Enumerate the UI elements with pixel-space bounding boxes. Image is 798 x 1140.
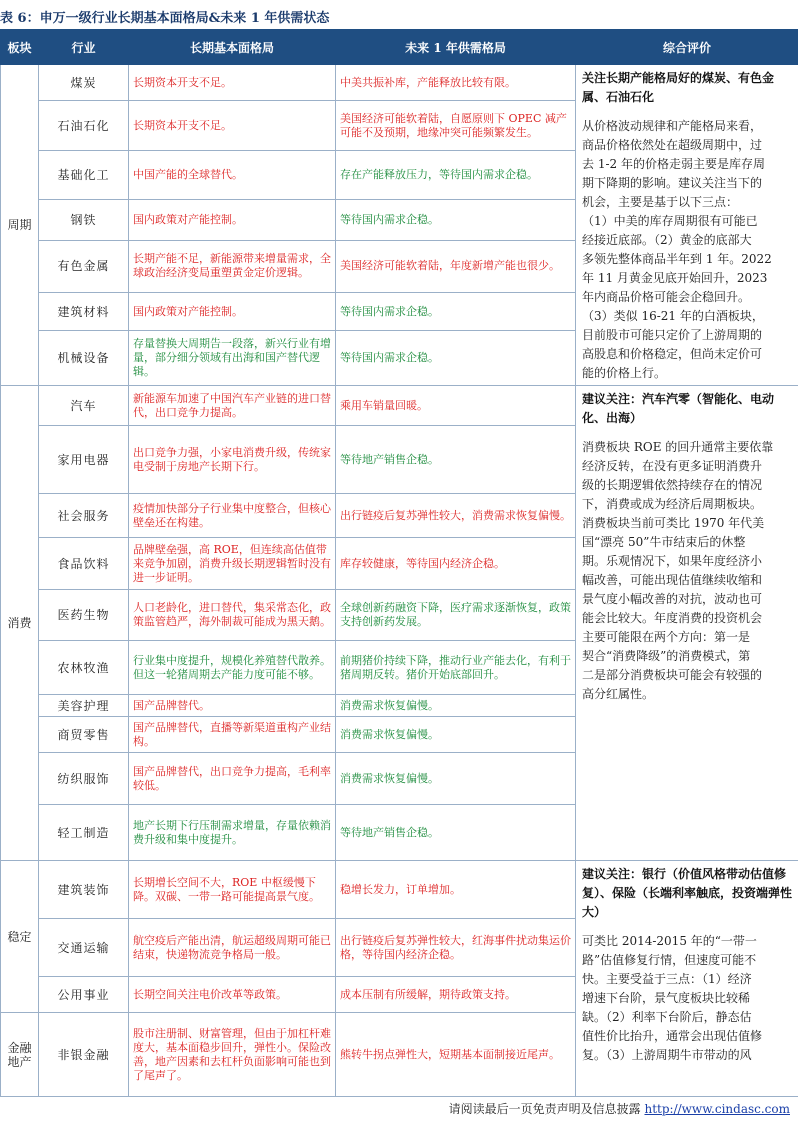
evaluation-heading: 建议关注：银行（价值风格带动估值修复）、保险（长端利率触底，投资端弹性大） [582,867,793,919]
industry-name: 煤炭 [39,65,129,101]
sector-evaluation [576,861,798,1097]
evaluation-line: 去 1-2 年的价格走弱主要是库存周 [582,157,765,171]
table-row [1,65,798,101]
next-year-pattern: 成本压制有所缓解，期待政策支持。 [336,977,576,1013]
evaluation-line: 经济反转，在没有更多证明消费升 [582,459,763,473]
evaluation-line: 能会比较大。年度消费的投资机会 [582,611,763,625]
industry-name: 社会服务 [39,494,129,538]
evaluation-line: 能的价格上行。 [582,366,667,380]
next-year-pattern: 存在产能释放压力，等待国内需求企稳。 [336,150,576,199]
industry-name: 非银金融 [39,1013,129,1097]
evaluation-line: 路”估值修复行情，但速度可能不 [582,953,757,967]
evaluation-line: 缺。（2）利率下台阶后，静态估 [582,1010,752,1024]
table-row [1,861,798,919]
next-year-pattern: 乘用车销量回暖。 [336,386,576,426]
table-header-row [1,30,798,65]
industry-name: 基础化工 [39,150,129,199]
next-year-pattern: 等待国内需求企稳。 [336,293,576,331]
long-term-pattern: 新能源车加速了中国汽车产业链的进口替代，出口竞争力提高。 [129,386,336,426]
evaluation-line: 级的长期逻辑依然持续存在的情况 [582,478,763,492]
long-term-pattern: 中国产能的全球替代。 [129,150,336,199]
evaluation-line: 期。乐观情况下，如果年度经济小 [582,554,763,568]
sector-evaluation [576,386,798,861]
next-year-pattern: 全球创新药融资下降，医疗需求逐渐恢复，政策支持创新药发展。 [336,590,576,641]
long-term-pattern: 国产品牌替代，出口竞争力提高，毛利率较低。 [129,753,336,805]
long-term-pattern: 股市注册制、财富管理，但由于加杠杆难度大，基本面稳步回升，弹性小。保险改善，地产因素和去杠杆负面影响可能也到了尾声了。 [129,1013,336,1097]
sector-name: 消费 [1,386,39,861]
header-industry: 行业 [39,30,129,65]
evaluation-line: 主要可能限在两个方向：第一是 [582,630,751,644]
evaluation-line: 可类比 2014-2015 年的“一带一 [582,934,757,948]
sector-name: 周期 [1,65,39,386]
long-term-pattern: 出口竞争力强，小家电消费升级，传统家电受制于房地产长期下行。 [129,426,336,494]
evaluation-line: 复。（3）上游周期牛市带动的风 [582,1048,752,1062]
evaluation-line: 高分红属性。 [582,687,655,701]
next-year-pattern: 等待国内需求企稳。 [336,200,576,240]
long-term-pattern: 存量替换大周期告一段落，新兴行业有增量，部分细分领域有出海和国产替代逻辑。 [129,331,336,386]
industry-name: 美容护理 [39,695,129,717]
long-term-pattern: 人口老龄化，进口替代，集采常态化，政策监管趋严，海外制裁可能成为黑天鹅。 [129,590,336,641]
long-term-pattern: 长期空间关注电价改革等政策。 [129,977,336,1013]
industry-name: 轻工制造 [39,805,129,861]
evaluation-line: 下，消费或成为经济后周期板块。 [582,497,763,511]
next-year-pattern: 等待地产销售企稳。 [336,426,576,494]
header-long-term: 长期基本面格局 [129,30,336,65]
long-term-pattern: 国内政策对产能控制。 [129,200,336,240]
industry-name: 农林牧渔 [39,641,129,695]
evaluation-line: 消费板块当前可类比 1970 年代美 [582,516,765,530]
sector-name: 金融地产 [1,1013,39,1097]
industry-name: 钢铁 [39,200,129,240]
evaluation-line: 机会，主要是基于以下三点： [582,195,739,209]
long-term-pattern: 国产品牌替代，直播等新渠道重构产业结构。 [129,717,336,753]
next-year-pattern: 出行链疫后复苏弹性较大，红海事件扰动集运价格，等待国内经济企稳。 [336,919,576,977]
evaluation-heading: 建议关注：汽车汽零（智能化、电动化、出海） [582,392,775,425]
evaluation-line: 多领先整体商品半年到 1 年。2022 [582,252,772,266]
sector-evaluation [576,65,798,386]
next-year-pattern: 消费需求恢复偏慢。 [336,717,576,753]
long-term-pattern: 疫情加快部分子行业集中度整合，但核心壁垒还在构建。 [129,494,336,538]
evaluation-line: 幅改善，可能出现估值继续收缩和 [582,573,763,587]
footer [449,1100,790,1117]
industry-name: 建筑装饰 [39,861,129,919]
next-year-pattern: 熊转牛拐点弹性大，短期基本面制接近尾声。 [336,1013,576,1097]
evaluation-line: 商品价格依然处在超级周期中，过 [582,138,763,152]
long-term-pattern: 航空疫后产能出清，航运超级周期可能已结束，快递物流竞争格局一般。 [129,919,336,977]
next-year-pattern: 美国经济可能软着陆，自愿原则下 OPEC 减产可能不及预期，地缘冲突可能频繁发生。 [336,101,576,150]
industry-name: 公用事业 [39,977,129,1013]
industry-name: 纺织服饰 [39,753,129,805]
header-evaluation: 综合评价 [576,30,798,65]
table-row [1,386,798,426]
industry-name: 食品饮料 [39,538,129,590]
industry-name: 汽车 [39,386,129,426]
evaluation-line: （1）中美的库存周期很有可能已 [582,214,758,228]
footer-link[interactable]: http://www.cindasc.com [644,1102,790,1116]
table-body [1,65,798,1097]
evaluation-line: 二是部分消费板块可能会有较强的 [582,668,763,682]
industry-name: 家用电器 [39,426,129,494]
industry-name: 建筑材料 [39,293,129,331]
evaluation-line: 增速下台阶，景气度板块比较稀 [582,991,751,1005]
industry-name: 石油石化 [39,101,129,150]
next-year-pattern: 美国经济可能软着陆，年度新增产能也很少。 [336,240,576,292]
evaluation-heading: 关注长期产能格局好的煤炭、有色金属、石油石化 [582,71,775,104]
table-title: 表 6：申万一级行业长期基本面格局&未来 1 年供需状态 [0,11,330,26]
long-term-pattern: 国产品牌替代。 [129,695,336,717]
next-year-pattern: 消费需求恢复偏慢。 [336,753,576,805]
next-year-pattern: 等待地产销售企稳。 [336,805,576,861]
long-term-pattern: 长期产能不足，新能源带来增量需求，全球政治经济变局重塑黄金定价逻辑。 [129,240,336,292]
long-term-pattern: 行业集中度提升，规模化养殖替代散养。但这一轮猪周期去产能力度可能不够。 [129,641,336,695]
industry-name: 商贸零售 [39,717,129,753]
evaluation-line: 契合“消费降级”的消费模式，第 [582,649,751,663]
evaluation-line: 消费板块 ROE 的回升通常主要依靠 [582,440,774,454]
industry-name: 机械设备 [39,331,129,386]
footer-disclaimer: 请阅读最后一页免责声明及信息披露 [448,1102,641,1116]
long-term-pattern: 长期资本开支不足。 [129,101,336,150]
header-sector: 板块 [1,30,39,65]
evaluation-line: 高股息和价格稳定，但尚未定价可 [582,347,763,361]
next-year-pattern: 稳增长发力，订单增加。 [336,861,576,919]
long-term-pattern: 长期增长空间不大，ROE 中枢缓慢下降。双碳、一带一路可能提高景气度。 [129,861,336,919]
evaluation-line: 目前股市可能只定价了上游周期的 [582,328,763,342]
evaluation-line: 值性价比抬升，通常会出现估值修 [582,1029,763,1043]
long-term-pattern: 国内政策对产能控制。 [129,293,336,331]
evaluation-line: 期下降期的影响。建议关注当下的 [582,176,763,190]
industry-name: 交通运输 [39,919,129,977]
industry-name: 医药生物 [39,590,129,641]
industry-table [0,29,798,1097]
long-term-pattern: 品牌壁垒强，高 ROE，但连续高估值带来竞争加剧，消费升级长期逻辑暂时没有进一步证明。 [129,538,336,590]
evaluation-line: 从价格波动规律和产能格局来看， [582,119,763,133]
header-next-year: 未来 1 年供需格局 [336,30,576,65]
evaluation-line: （3）类似 16-21 年的白酒板块， [582,309,764,323]
next-year-pattern: 出行链疫后复苏弹性较大，消费需求恢复偏慢。 [336,494,576,538]
long-term-pattern: 地产长期下行压制需求增量，存量依赖消费升级和集中度提升。 [129,805,336,861]
next-year-pattern: 中美共振补库，产能释放比较有限。 [336,65,576,101]
evaluation-line: 景气度小幅改善的对抗，波动也可 [582,592,763,606]
long-term-pattern: 长期资本开支不足。 [129,65,336,101]
evaluation-line: 快。主要受益于三点：（1）经济 [582,972,752,986]
evaluation-line: 年 11 月黄金见底开始回升，2023 [582,271,768,285]
sector-name: 稳定 [1,861,39,1013]
industry-name: 有色金属 [39,240,129,292]
next-year-pattern: 库存较健康，等待国内经济企稳。 [336,538,576,590]
evaluation-line: 国“漂亮 50”牛市结束后的休整 [582,535,746,549]
next-year-pattern: 前期猪价持续下降，推动行业产能去化，有利于猪周期反转。猪价开始底部回升。 [336,641,576,695]
next-year-pattern: 消费需求恢复偏慢。 [336,695,576,717]
next-year-pattern: 等待国内需求企稳。 [336,331,576,386]
evaluation-line: 年内商品价格可能会企稳回升。 [582,290,751,304]
evaluation-line: 经接近底部。（2）黄金的底部大 [582,233,752,247]
